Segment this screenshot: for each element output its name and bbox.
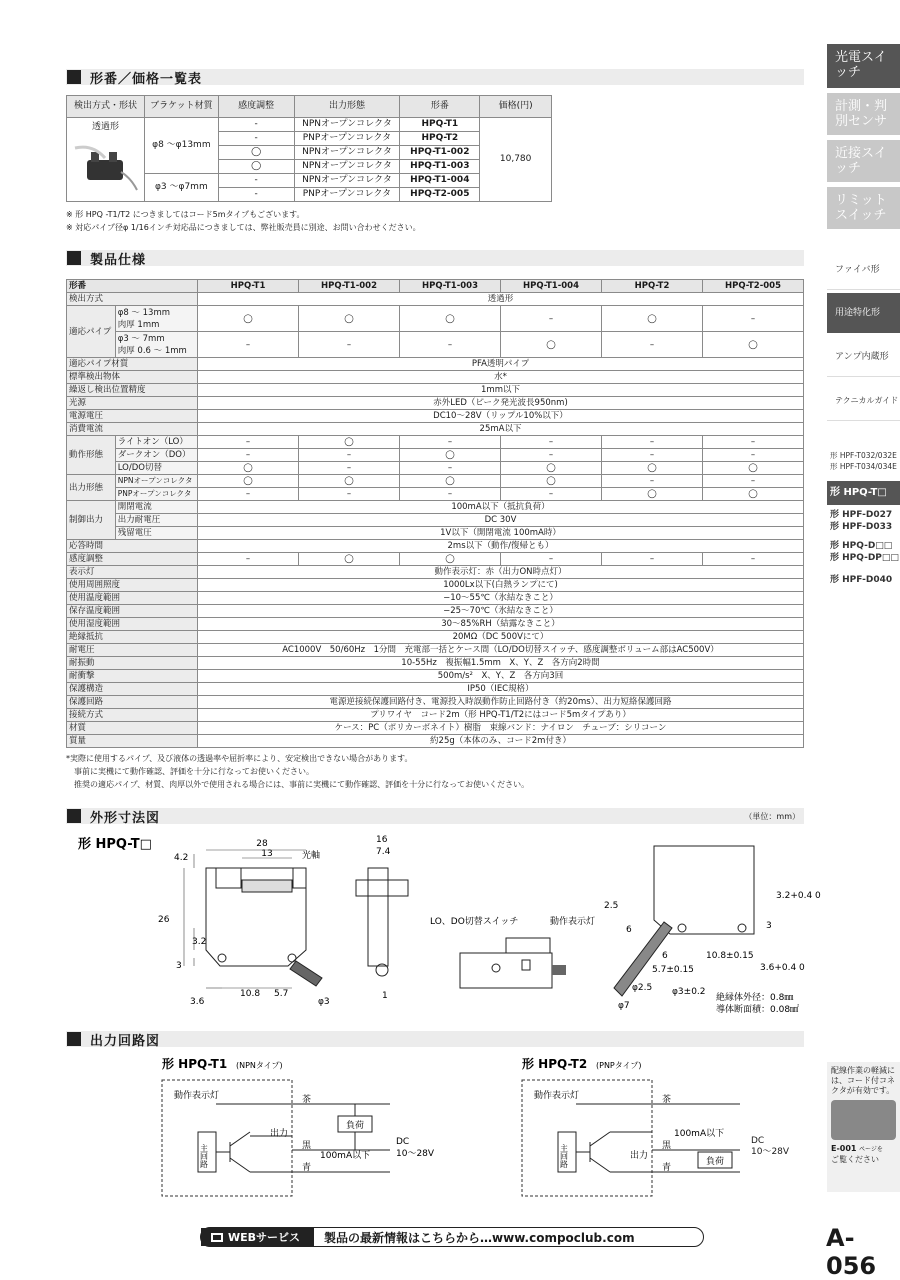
section-header-circuit xyxy=(66,1031,804,1047)
dim-label: 3 xyxy=(766,921,772,931)
circuit-label: 100mA以下 xyxy=(320,1151,371,1161)
sidebar-link[interactable] xyxy=(827,574,900,586)
section-header-dimensions xyxy=(66,808,804,824)
col-header: 形番 xyxy=(400,96,480,118)
spec-sublabel: 出力耐電圧 xyxy=(115,514,197,527)
spec-cell: – xyxy=(602,436,703,449)
spec-sublabel: NPNオープンコレクタ xyxy=(115,475,197,488)
circuit-label: 青 xyxy=(302,1163,312,1173)
sidebar-cat-label: アンプ内蔵形 xyxy=(835,352,889,362)
circuit-label: 黒 xyxy=(662,1141,672,1151)
spec-label: 保護回路 xyxy=(67,696,198,709)
spec-label: 電源電圧 xyxy=(67,410,198,423)
spec-label: 使用周囲照度 xyxy=(67,579,198,592)
sidebar-link[interactable] xyxy=(827,540,900,564)
spec-cell: ◯ xyxy=(602,488,703,501)
dim-label: φ3 xyxy=(318,997,330,1007)
spec-sublabel: ライトオン（LO） xyxy=(115,436,197,449)
spec-cell: ◯ xyxy=(400,306,501,332)
spec-label: 出力形態 xyxy=(67,475,116,501)
cell: - xyxy=(218,118,294,132)
dim-label: 6 xyxy=(626,925,632,935)
sidebar-link-label: 形 HPF-D027 xyxy=(830,510,893,520)
spec-label: 光源 xyxy=(67,397,198,410)
col-header: 感度調整 xyxy=(218,96,294,118)
sidebar-link-label: 形 HPF-D033 xyxy=(830,522,893,532)
spec-cell: ◯ xyxy=(501,332,602,358)
dim-label: φ3±0.2 xyxy=(672,987,706,997)
spec-cell: – xyxy=(703,475,804,488)
spec-value: 30〜85%RH（結露なきこと） xyxy=(198,618,804,631)
spec-label: 形番 xyxy=(67,280,198,293)
spec-notes xyxy=(66,752,529,791)
section-title: 製品仕様 xyxy=(90,252,147,268)
spec-value: 透過形 xyxy=(198,293,804,306)
spec-cell: ◯ xyxy=(198,462,299,475)
sidebar-tab[interactable] xyxy=(827,140,900,182)
spec-sublabel: PNPオープンコレクタ xyxy=(115,488,197,501)
spec-label: 検出方式 xyxy=(67,293,198,306)
spec-cell: – xyxy=(602,332,703,358)
spec-label: 適応パイプ材質 xyxy=(67,358,198,371)
section-title: 外形寸法図 xyxy=(90,810,161,826)
spec-value: 100mA以下（抵抗負荷） xyxy=(198,501,804,514)
circuit-label: 10〜28V xyxy=(396,1149,435,1159)
sidebar-link[interactable] xyxy=(827,450,900,472)
dim-label: 7.4 xyxy=(376,847,391,857)
spec-label: 動作形態 xyxy=(67,436,116,475)
cell: - xyxy=(218,132,294,146)
spec-cell: – xyxy=(602,553,703,566)
dim-label: 3 xyxy=(176,961,182,971)
output-circuit-diagram xyxy=(150,1052,725,1200)
spec-cell: – xyxy=(400,488,501,501)
spec-sublabel: 残留電圧 xyxy=(115,527,197,540)
section-title: 形番／価格一覧表 xyxy=(90,71,203,87)
sidebar-link-label: 形 HPQ-D□□ xyxy=(830,541,893,551)
spec-value: 約25g（本体のみ、コード2m付き） xyxy=(198,735,804,748)
circuit-label: 主回路 xyxy=(559,1144,569,1168)
spec-cell: – xyxy=(198,332,299,358)
spec-cell: ◯ xyxy=(400,475,501,488)
spec-value: −10〜55℃（氷結なきこと） xyxy=(198,592,804,605)
circuit-label: 負荷 xyxy=(706,1157,725,1167)
spec-value: 10-55Hz 複振幅1.5mm X、Y、Z 各方向2時間 xyxy=(198,657,804,670)
spec-cell: ◯ xyxy=(602,462,703,475)
model-cell: HPQ-T1-003 xyxy=(400,160,480,174)
sidebar-cat[interactable] xyxy=(827,250,900,290)
spec-label: 質量 xyxy=(67,735,198,748)
spec-sublabel: 開閉電流 xyxy=(115,501,197,514)
circuit-title: 形 HPQ-T2 xyxy=(522,1057,588,1071)
ad-ref: E-001 xyxy=(831,1144,857,1153)
spec-value: 1mm以下 xyxy=(198,384,804,397)
col-header: 検出方式・形状 xyxy=(67,96,145,118)
spec-value: 赤外LED（ピーク発光波長950nm) xyxy=(198,397,804,410)
sidebar-tab-active[interactable] xyxy=(827,44,900,88)
cell: - xyxy=(218,174,294,188)
spec-model-header: HPQ-T1 xyxy=(198,280,299,293)
spec-label: 耐衝撃 xyxy=(67,670,198,683)
spec-value: DC 30V xyxy=(198,514,804,527)
spec-value: 1V以下（開閉電流 100mA時） xyxy=(198,527,804,540)
spec-sublabel: φ3 〜 7mm 肉厚 0.6 〜 1mm xyxy=(115,332,197,358)
unit-label: （単位：mm） xyxy=(744,811,800,821)
spec-label: 応答時間 xyxy=(67,540,198,553)
spec-cell: – xyxy=(501,306,602,332)
sidebar-cat-active[interactable] xyxy=(827,293,900,333)
spec-label: 標準検出物体 xyxy=(67,371,198,384)
method-cell: 透過形 xyxy=(91,122,119,132)
page-number: A-056 xyxy=(826,1224,877,1280)
circuit-label: 動作表示灯 xyxy=(174,1091,220,1101)
spec-cell: – xyxy=(400,436,501,449)
sidebar-link-active[interactable] xyxy=(827,481,900,505)
dim-label: 13 xyxy=(261,849,273,859)
dim-label: 26 xyxy=(158,915,170,925)
ad-ref2: ページを xyxy=(859,1146,883,1153)
dim-label: 動作表示灯 xyxy=(550,917,596,927)
cell: PNPオープンコレクタ xyxy=(294,188,400,202)
spec-cell: – xyxy=(501,436,602,449)
dim-label: 3.2 xyxy=(192,937,207,947)
dim-label: LO、DO切替スイッチ xyxy=(430,917,519,927)
web-banner[interactable] xyxy=(200,1227,704,1247)
spec-cell: – xyxy=(299,462,400,475)
note: ※ 対応パイプ径φ 1/16インチ対応品につきましては、弊社販売員に別途、お問い合わせください。 xyxy=(66,223,421,232)
sidebar-link-label: 形 HPF-T034/034E xyxy=(830,462,897,471)
drawing-model-label: 形 HPQ-T□ xyxy=(78,837,152,852)
spec-value: −25〜70℃（氷結なきこと） xyxy=(198,605,804,618)
sidebar-cat[interactable] xyxy=(827,337,900,377)
spec-cell: ◯ xyxy=(703,488,804,501)
spec-value: AC1000V 50/60Hz 1分間 充電部一括とケース間（LO/DO切替スイッチ、感度調整ボリューム部はAC500V） xyxy=(198,644,804,657)
sidebar-link[interactable] xyxy=(827,509,900,533)
dim-label: 3.6 xyxy=(190,997,205,1007)
circuit-label: 黒 xyxy=(302,1141,312,1151)
circuit-label: 出力 xyxy=(270,1129,289,1139)
spec-cell: ◯ xyxy=(198,475,299,488)
spec-cell: – xyxy=(602,475,703,488)
spec-value: プリワイヤ コード2m（形 HPQ-T1/T2にはコード5mタイプあり） xyxy=(198,709,804,722)
price-cell: 10,780 xyxy=(480,118,552,202)
dim-label: 10.8 xyxy=(240,989,261,999)
sidebar-link-label: 形 HPQ-T□ xyxy=(830,487,887,498)
web-text: WEBサービス xyxy=(228,1231,301,1244)
spec-model-header: HPQ-T2-005 xyxy=(703,280,804,293)
note: ※ 形 HPQ -T1/T2 につきましてはコード5mタイプもございます。 xyxy=(66,210,305,219)
sidebar-link-label: 形 HPQ-DP□□ xyxy=(830,553,899,563)
spec-table xyxy=(66,279,804,748)
sidebar-tab-label: 計測・判別センサ xyxy=(835,99,888,129)
circuit-label: 主回路 xyxy=(199,1144,209,1168)
sidebar-cat-label: 用途特化形 xyxy=(835,308,881,318)
spec-cell: – xyxy=(198,553,299,566)
spec-cell: – xyxy=(703,449,804,462)
spec-cell: ◯ xyxy=(501,475,602,488)
circuit-subtitle: (PNPタイプ) xyxy=(596,1061,642,1070)
sidebar-cat-label: ファイバ形 xyxy=(835,265,880,275)
spec-label: 絶縁抵抗 xyxy=(67,631,198,644)
connector-icon xyxy=(831,1100,896,1140)
price-table xyxy=(66,95,552,202)
dim-label: 3.2+0.4 0 xyxy=(776,891,821,901)
sidebar-link-label: 形 HPF-D040 xyxy=(830,575,893,585)
note: *実際に使用するパイプ、及び液体の透過率や屈折率により、安定検出できない場合があります。 xyxy=(66,754,413,763)
dim-label: 絶縁体外径：0.8㎜ xyxy=(716,993,794,1003)
spec-cell: – xyxy=(400,462,501,475)
spec-sublabel: ダークオン（DO） xyxy=(115,449,197,462)
spec-label: 表示灯 xyxy=(67,566,198,579)
spec-value: DC10〜28V（リップル10%以下） xyxy=(198,410,804,423)
spec-value: 500m/s² X、Y、Z 各方向3回 xyxy=(198,670,804,683)
spec-label: 保護構造 xyxy=(67,683,198,696)
spec-label: 耐電圧 xyxy=(67,644,198,657)
spec-sublabel: LO/DO切替 xyxy=(115,462,197,475)
spec-label: 使用温度範囲 xyxy=(67,592,198,605)
spec-value: 動作表示灯：赤（出力ON時点灯） xyxy=(198,566,804,579)
spec-value: 20MΩ（DC 500Vにて） xyxy=(198,631,804,644)
spec-cell: – xyxy=(299,488,400,501)
spec-cell: ◯ xyxy=(501,462,602,475)
sidebar-tab[interactable] xyxy=(827,187,900,229)
web-url[interactable]: 製品の最新情報はこちらから…www.compoclub.com xyxy=(324,1230,635,1245)
spec-cell: ◯ xyxy=(299,475,400,488)
sidebar-cat[interactable] xyxy=(827,381,900,421)
sidebar-tab[interactable] xyxy=(827,93,900,135)
cell: PNPオープンコレクタ xyxy=(294,132,400,146)
spec-cell: ◯ xyxy=(400,449,501,462)
circuit-title: 形 HPQ-T1 xyxy=(162,1057,228,1071)
sidebar-cat-label: テクニカルガイド xyxy=(835,396,899,405)
spec-model-header: HPQ-T2 xyxy=(602,280,703,293)
spec-cell: ◯ xyxy=(198,306,299,332)
model-cell: HPQ-T2-005 xyxy=(400,188,480,202)
spec-cell: – xyxy=(703,436,804,449)
dim-label: 4.2 xyxy=(174,853,189,863)
spec-value: 25mA以下 xyxy=(198,423,804,436)
spec-cell: ◯ xyxy=(299,436,400,449)
dim-label: 5.7±0.15 xyxy=(652,965,694,975)
spec-sublabel: φ8 〜 13mm 肉厚 1mm xyxy=(115,306,197,332)
spec-cell: – xyxy=(703,306,804,332)
col-header: 出力形態 xyxy=(294,96,400,118)
model-cell: HPQ-T1-004 xyxy=(400,174,480,188)
spec-value: 2ms以下（動作/復帰とも） xyxy=(198,540,804,553)
circuit-label: 負荷 xyxy=(346,1121,365,1131)
spec-cell: – xyxy=(501,488,602,501)
cell: - xyxy=(218,188,294,202)
note: 推奨の適応パイプ、材質、肉厚以外で使用される場合には、事前に実機にて動作確認、評価を十分に行なってお使いください。 xyxy=(74,780,530,789)
circuit-label: 青 xyxy=(662,1163,672,1173)
circuit-label: DC xyxy=(396,1137,410,1147)
ad-ref3: ご覧ください xyxy=(831,1155,879,1164)
sidebar-link-label: 形 HPF-T032/032E xyxy=(830,451,897,460)
spec-cell: – xyxy=(198,436,299,449)
circuit-subtitle: (NPNタイプ) xyxy=(236,1061,283,1070)
spec-value: 電源逆接続保護回路付き、電源投入時誤動作防止回路付き（約20ms）、出力短絡保護回路 xyxy=(198,696,804,709)
spec-cell: ◯ xyxy=(703,462,804,475)
model-cell: HPQ-T1 xyxy=(400,118,480,132)
spec-cell: ◯ xyxy=(400,553,501,566)
spec-label: 消費電流 xyxy=(67,423,198,436)
model-cell: HPQ-T2 xyxy=(400,132,480,146)
dim-label: 1 xyxy=(382,991,388,1001)
circuit-label: 100mA以下 xyxy=(674,1129,725,1139)
monitor-icon xyxy=(211,1233,223,1242)
spec-label: 保存温度範囲 xyxy=(67,605,198,618)
spec-value: 水* xyxy=(198,371,804,384)
circuit-label: DC xyxy=(751,1136,765,1146)
cell: NPNオープンコレクタ xyxy=(294,118,400,132)
price-notes xyxy=(66,208,421,234)
spec-label: 使用湿度範囲 xyxy=(67,618,198,631)
dimension-drawing xyxy=(66,828,821,1026)
bracket-cell: φ8 〜φ13mm xyxy=(144,118,218,174)
spec-cell: ◯ xyxy=(703,332,804,358)
spec-cell: ◯ xyxy=(299,553,400,566)
cell: NPNオープンコレクタ xyxy=(294,146,400,160)
dim-label: 16 xyxy=(376,835,388,845)
sidebar-ad[interactable] xyxy=(827,1062,900,1192)
web-label xyxy=(201,1228,314,1246)
spec-cell: – xyxy=(299,449,400,462)
dim-label: 6 xyxy=(662,951,668,961)
spec-label: 接続方式 xyxy=(67,709,198,722)
sidebar-tab-label: リミットスイッチ xyxy=(835,193,887,223)
spec-label: 繰返し検出位置精度 xyxy=(67,384,198,397)
spec-cell: – xyxy=(703,553,804,566)
section-header-price xyxy=(66,69,804,85)
spec-model-header: HPQ-T1-004 xyxy=(501,280,602,293)
dim-label: φ2.5 xyxy=(632,983,653,993)
col-header: 価格(円) xyxy=(480,96,552,118)
model-cell: HPQ-T1-002 xyxy=(400,146,480,160)
dim-label: 3.6+0.4 0 xyxy=(760,963,805,973)
sensor-photo-icon xyxy=(73,138,139,194)
circuit-label: 茶 xyxy=(302,1095,312,1105)
spec-model-header: HPQ-T1-003 xyxy=(400,280,501,293)
section-title: 出力回路図 xyxy=(90,1033,161,1049)
spec-cell: – xyxy=(602,449,703,462)
cell: ◯ xyxy=(218,160,294,174)
bracket-cell: φ3 〜φ7mm xyxy=(144,174,218,202)
circuit-label: 動作表示灯 xyxy=(534,1091,580,1101)
circuit-label: 茶 xyxy=(662,1095,672,1105)
spec-cell: – xyxy=(501,449,602,462)
section-header-spec xyxy=(66,250,804,266)
spec-value: 1000Lx以下(白熱ランプにて) xyxy=(198,579,804,592)
dim-label: φ7 xyxy=(618,1001,630,1011)
spec-cell: – xyxy=(299,332,400,358)
dim-label: 10.8±0.15 xyxy=(706,951,754,961)
spec-value: IP50（IEC規格） xyxy=(198,683,804,696)
dc-label-pnp xyxy=(751,1136,789,1158)
dim-label: 2.5 xyxy=(604,901,619,911)
dim-label: 導体断面積：0.08㎟ xyxy=(716,1005,800,1015)
spec-label: 適応パイプ xyxy=(67,306,116,358)
circuit-label: 10〜28V xyxy=(751,1147,790,1157)
spec-cell: – xyxy=(198,488,299,501)
col-header: ブラケット材質 xyxy=(144,96,218,118)
circuit-label: 出力 xyxy=(630,1151,649,1161)
spec-cell: ◯ xyxy=(602,306,703,332)
dim-label: 5.7 xyxy=(274,989,289,999)
spec-label: 耐振動 xyxy=(67,657,198,670)
sidebar-tab-label: 光電スイッチ xyxy=(835,50,887,80)
spec-label: 感度調整 xyxy=(67,553,198,566)
ad-text: 配線作業の軽減には、コード付コネクタが有効です。 xyxy=(831,1066,895,1095)
cell: ◯ xyxy=(218,146,294,160)
spec-model-header: HPQ-T1-002 xyxy=(299,280,400,293)
dim-label: 28 xyxy=(256,839,268,849)
spec-label: 制御出力 xyxy=(67,501,116,540)
spec-cell: – xyxy=(501,553,602,566)
note: 事前に実機にて動作確認、評価を十分に行なってお使いください。 xyxy=(74,767,314,776)
cell: NPNオープンコレクタ xyxy=(294,160,400,174)
dim-label: 光軸 xyxy=(302,851,321,861)
spec-value: PFA透明パイプ xyxy=(198,358,804,371)
spec-value: ケース：PC（ポリカーボネイト）樹脂 束線バンド：ナイロン チューブ：シリコーン xyxy=(198,722,804,735)
spec-cell: – xyxy=(400,332,501,358)
spec-label: 材質 xyxy=(67,722,198,735)
spec-cell: ◯ xyxy=(299,306,400,332)
sidebar-tab-label: 近接スイッチ xyxy=(835,146,887,176)
spec-cell: – xyxy=(198,449,299,462)
cell: NPNオープンコレクタ xyxy=(294,174,400,188)
